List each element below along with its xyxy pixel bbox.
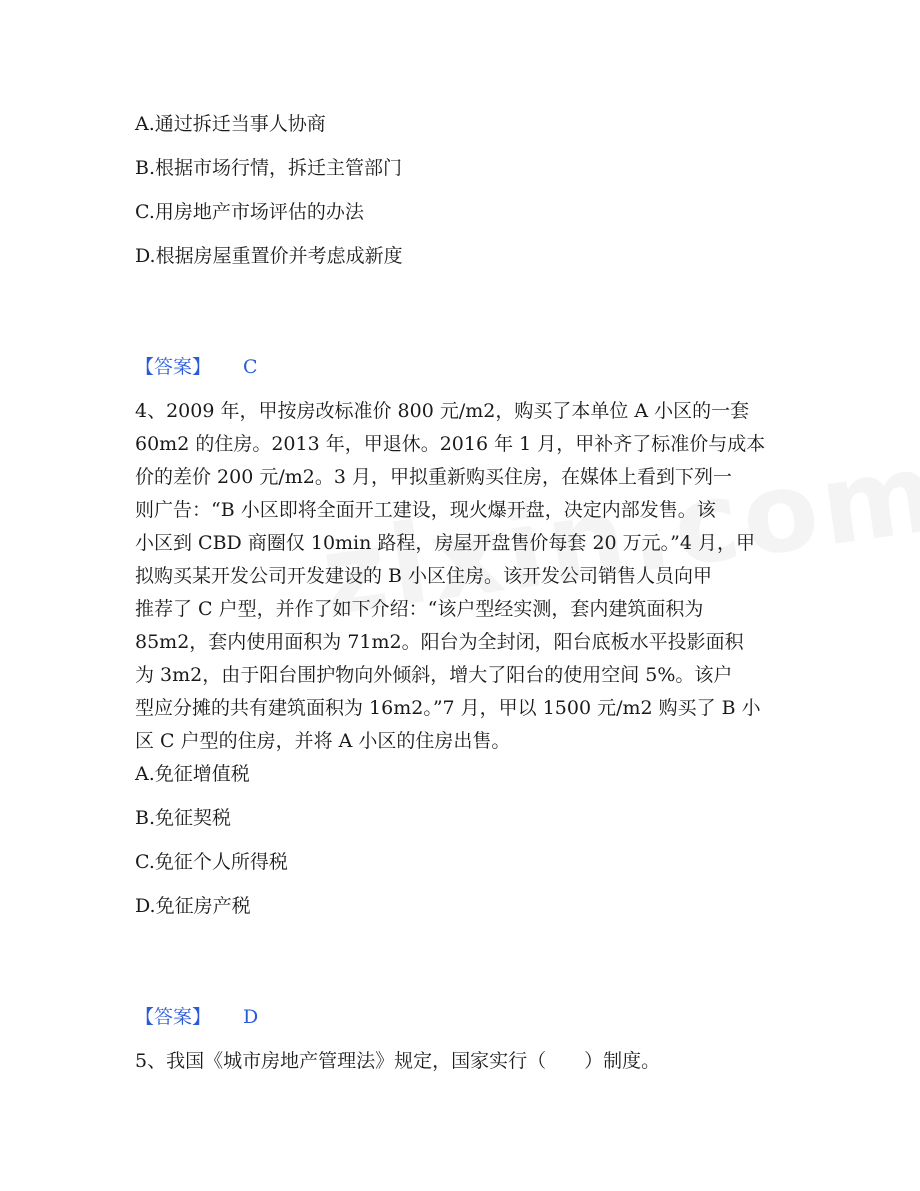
q3-answer-value: C <box>243 356 258 378</box>
q3-answer <box>135 356 258 378</box>
q4-line-7: 推荐了 C 户型，并作了如下介绍：“该户型经实测，套内建筑面积为 <box>135 598 704 620</box>
q3-option-a: A.通过拆迁当事人协商 <box>135 113 326 135</box>
q4-line-11: 区 C 户型的住房，并将 A 小区的住房出售。 <box>135 730 511 752</box>
q4-option-d: D.免征房产税 <box>135 895 251 917</box>
q4-line-8: 85m2，套内使用面积为 71m2。阳台为全封闭，阳台底板水平投影面积 <box>135 631 744 653</box>
q4-answer-label: 【答案】 <box>135 1006 212 1028</box>
q4-option-c: C.免征个人所得税 <box>135 851 288 873</box>
q4-line-3: 价的差价 200 元/m2。3 月，甲拟重新购买住房，在媒体上看到下列一 <box>135 466 732 488</box>
q4-line-9: 为 3m2，由于阳台围护物向外倾斜，增大了阳台的使用空间 5%。该户 <box>135 664 733 686</box>
q4-line-1: 4、2009 年，甲按房改标准价 800 元/m2，购买了本单位 A 小区的一套 <box>135 400 750 422</box>
q4-option-b: B.免征契税 <box>135 807 232 829</box>
q4-answer <box>135 1006 258 1028</box>
q4-line-5: 小区到 CBD 商圈仅 10min 路程，房屋开盘售价每套 20 万元。”4 月，甲 <box>135 532 755 554</box>
q4-line-2: 60m2 的住房。2013 年，甲退休。2016 年 1 月，甲补齐了标准价与成本 <box>135 433 766 455</box>
q3-option-b: B.根据市场行情，拆迁主管部门 <box>135 157 403 179</box>
q4-answer-value: D <box>243 1006 259 1028</box>
q4-line-6: 拟购买某开发公司开发建设的 B 小区住房。该开发公司销售人员向甲 <box>135 565 713 587</box>
q3-option-c: C.用房地产市场评估的办法 <box>135 201 364 223</box>
q3-answer-label: 【答案】 <box>135 356 212 378</box>
q4-option-a: A.免征增值税 <box>135 763 250 785</box>
q4-line-10: 型应分摊的共有建筑面积为 16m2。”7 月，甲以 1500 元/m2 购买了 B 小 <box>135 697 761 719</box>
q5-question: 5、我国《城市房地产管理法》规定，国家实行（ ）制度。 <box>135 1050 661 1072</box>
q4-line-4: 则广告：“B 小区即将全面开工建设，现火爆开盘，决定内部发售。该 <box>135 499 716 521</box>
q3-option-d: D.根据房屋重置价并考虑成新度 <box>135 245 403 267</box>
